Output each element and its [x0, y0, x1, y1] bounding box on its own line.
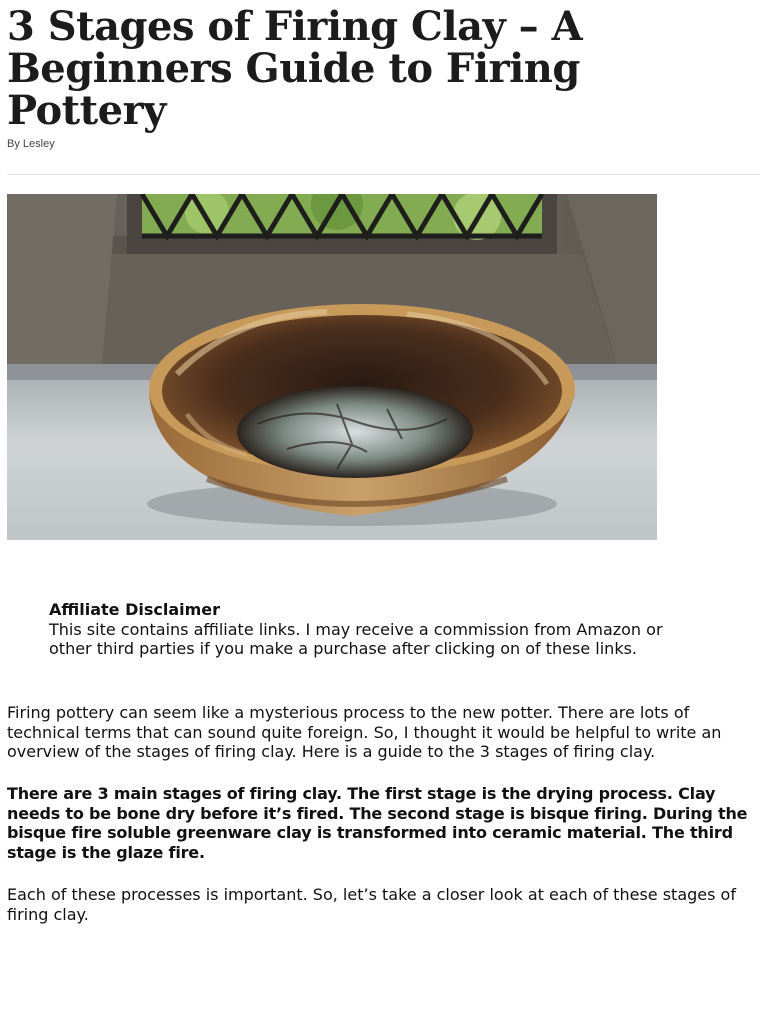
byline — [7, 137, 55, 151]
disclaimer-text: This site contains affiliate links. I may receive a commission from Amazon or other third parties if you make a purchase after clicking on of these links. — [49, 619, 663, 658]
summary-paragraph: There are 3 main stages of firing clay. The first stage is the drying process. Clay needs to be bone dry before it’s fired. The second stage is bisque firing. During the bisque fire soluble greenware clay is transformed into ceramic material. The third stage is the glaze fire. — [7, 784, 748, 862]
article-title: 3 Stages of Firing Clay – A Beginners Guide to Firing Pottery — [7, 3, 583, 134]
byline-prefix: By — [7, 138, 20, 150]
author-link[interactable]: Lesley — [22, 138, 55, 150]
disclaimer-title: Affiliate Disclaimer — [49, 600, 221, 619]
transition-paragraph: Each of these processes is important. So, let’s take a closer look at each of these stages of firing clay. — [7, 885, 736, 924]
affiliate-disclaimer — [49, 600, 709, 659]
header-divider — [7, 174, 760, 175]
featured-image — [7, 194, 657, 540]
intro-paragraph: Firing pottery can seem like a mysterious process to the new potter. There are lots of technical terms that can sound quite foreign. So, I thought it would be helpful to write an overview of the stages of firing clay. Here is a guide to the 3 stages of firing clay. — [7, 703, 722, 761]
